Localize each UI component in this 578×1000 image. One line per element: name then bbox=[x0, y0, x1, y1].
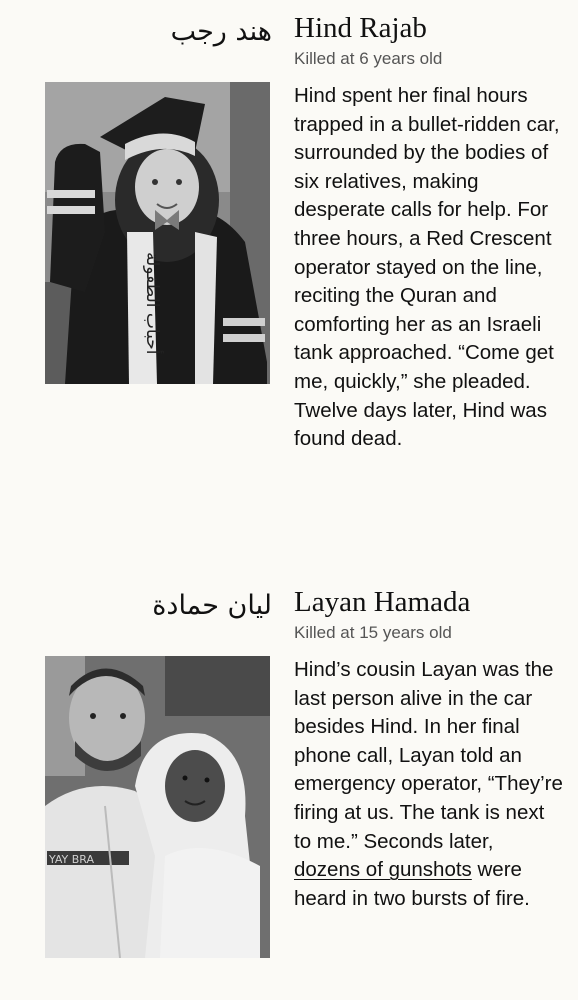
story-text bbox=[294, 656, 564, 913]
victim-photo bbox=[45, 82, 270, 384]
sash-text: أحباب الطفولة bbox=[142, 252, 162, 355]
age-caption: Killed at 6 years old bbox=[294, 49, 443, 68]
story-text: Hind spent her final hours trapped in a bullet-ridden car, surrounded by the bodies of six relatives, making desperate calls for help. For three hours, a Red Crescent operator stayed on the line, reciting the Quran and comforting her as an Israeli tank approached. “Come get me, quickly,” she pleaded. Twelve days later, Hind was found dead. bbox=[294, 84, 560, 451]
age-caption: Killed at 15 years old bbox=[294, 623, 452, 642]
arabic-name: ليان حمادة bbox=[152, 590, 272, 621]
story-text-start: Hind’s cousin Layan was the last person alive in the car besides Hind. In her final phone call, Layan told an emergency operator, “They’re firing at us. The tank is next to me.” Seconds later, bbox=[294, 658, 563, 853]
gunshots-link[interactable]: dozens of gunshots bbox=[294, 858, 472, 882]
arabic-name: هند رجب bbox=[170, 16, 272, 47]
victim-name: Layan Hamada bbox=[294, 586, 471, 618]
victim-photo bbox=[45, 656, 270, 958]
shirt-text: YAY BRA bbox=[49, 853, 95, 866]
story-text-end: were heard in two bursts of fire. bbox=[294, 858, 530, 910]
victim-name: Hind Rajab bbox=[294, 12, 427, 44]
